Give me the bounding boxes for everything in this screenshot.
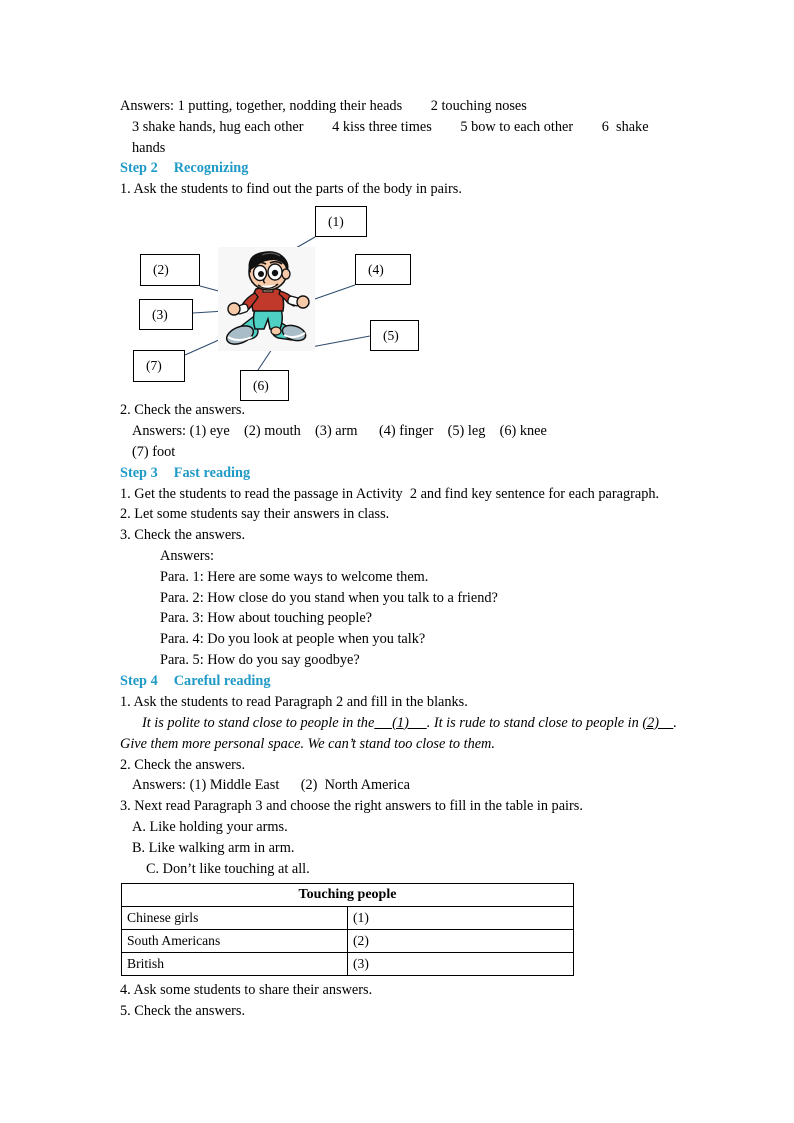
diagram-label-box-5[interactable]: [370, 320, 419, 351]
step-2-heading: [120, 158, 680, 179]
step-3-para-1: Para. 1: Here are some ways to welcome them.: [160, 568, 429, 585]
diagram-label-text-5: (5): [383, 327, 399, 343]
step-4-heading: [120, 671, 680, 692]
table-row: [122, 953, 574, 976]
diagram-label-text-3: (3): [152, 306, 168, 322]
diagram-label-text-6: (6): [253, 377, 269, 393]
step-3-item-3: 3. Check the answers.: [120, 527, 246, 544]
blank-sentence-part-a: It is polite to stand close to people in the: [142, 714, 375, 731]
connector-lines: [120, 200, 680, 400]
diagram-label-text-1: (1): [328, 213, 344, 229]
table-cell-group: South Americans: [122, 930, 348, 953]
diagram-label-box-2[interactable]: [140, 254, 200, 286]
step-3-heading: [120, 463, 680, 484]
step-2-answers-line-2: (7) foot: [132, 443, 176, 460]
connector-line-5: [306, 336, 370, 348]
answers-line-1: Answers: 1 putting, together, nodding their heads 2 touching noses: [120, 98, 527, 114]
running-boy-illustration: [218, 247, 315, 351]
blank-sentence-part-b: . It is rude to stand close to people in: [426, 714, 639, 731]
option-b: B. Like walking arm in arm.: [132, 839, 295, 856]
diagram-label-text-7: (7): [146, 358, 162, 374]
diagram-label-box-1[interactable]: [315, 206, 367, 237]
step-2-label: Step 2: [120, 160, 158, 177]
fill-in-the-blank-sentence: [120, 713, 680, 755]
diagram-label-box-7[interactable]: [133, 350, 185, 382]
step-2-answers-line-1: Answers: (1) eye (2) mouth (3) arm (4) finger (5) leg (6) knee: [132, 422, 547, 439]
table-cell-group: Chinese girls: [122, 907, 348, 930]
table-header-row: [122, 884, 574, 907]
page-content: [120, 96, 680, 1022]
blank-field-2[interactable]: (2): [642, 714, 674, 731]
step-3-para-4: Para. 4: Do you look at people when you talk?: [160, 631, 426, 648]
step-4-item-3: 3. Next read Paragraph 3 and choose the right answers to fill in the table in pairs.: [120, 798, 583, 815]
step-3-item-2: 2. Let some students say their answers in class.: [120, 506, 390, 523]
blank-sentence-part-c: . Give them more personal space. We can’t stand too close to them.: [120, 714, 677, 752]
table-cell-answer[interactable]: (2): [348, 930, 574, 953]
step-4-answers: Answers: (1) Middle East (2) North America: [132, 777, 410, 794]
step-3-label: Step 3: [120, 464, 158, 481]
boy-figure-svg: [218, 247, 315, 351]
step-3-para-2: Para. 2: How close do you stand when you talk to a friend?: [160, 589, 498, 606]
table-cell-group: British: [122, 953, 348, 976]
step-4-title: Careful reading: [173, 672, 271, 689]
step-3-item-1: 1. Get the students to read the passage in Activity 2 and find key sentence for each paragraph.: [120, 485, 660, 502]
step-4-item-4: 4. Ask some students to share their answers.: [120, 982, 373, 999]
step-4-item-5: 5. Check the answers.: [120, 1003, 246, 1020]
table-cell-answer[interactable]: (1): [348, 907, 574, 930]
diagram-label-box-3[interactable]: [139, 299, 193, 330]
step-2-title: Recognizing: [173, 160, 249, 177]
table-cell-answer[interactable]: (3): [348, 953, 574, 976]
body-parts-diagram: [120, 200, 680, 400]
answers-line-3: hands: [132, 139, 166, 156]
table-body: [122, 907, 574, 976]
table-header-cell: Touching people: [122, 884, 574, 907]
step-2-item-1: 1. Ask the students to find out the parts of the body in pairs.: [120, 181, 462, 198]
step-2-item-2: 2. Check the answers.: [120, 402, 246, 419]
option-c: C. Don’t like touching at all.: [146, 860, 310, 877]
touching-people-table: [121, 883, 574, 976]
diagram-label-text-4: (4): [368, 261, 384, 277]
step-3-title: Fast reading: [173, 464, 251, 481]
step-4-item-1: 1. Ask the students to read Paragraph 2 and fill in the blanks.: [120, 693, 468, 710]
diagram-label-text-2: (2): [153, 262, 169, 278]
option-a: A. Like holding your arms.: [132, 818, 288, 835]
step-4-label: Step 4: [120, 672, 158, 689]
diagram-label-box-4[interactable]: [355, 254, 411, 285]
step-4-item-2: 2. Check the answers.: [120, 756, 246, 773]
step-3-answers-label: Answers:: [160, 547, 215, 564]
step-3-para-3: Para. 3: How about touching people?: [160, 610, 373, 627]
table-row: [122, 930, 574, 953]
table-row: [122, 907, 574, 930]
diagram-label-box-6[interactable]: [240, 370, 289, 401]
blank-field-1[interactable]: (1): [374, 714, 427, 731]
touching-people-table-wrap: [120, 883, 680, 976]
answers-line-2: 3 shake hands, hug each other 4 kiss three times 5 bow to each other 6 shake: [132, 118, 649, 135]
step-3-para-5: Para. 5: How do you say goodbye?: [160, 651, 360, 668]
